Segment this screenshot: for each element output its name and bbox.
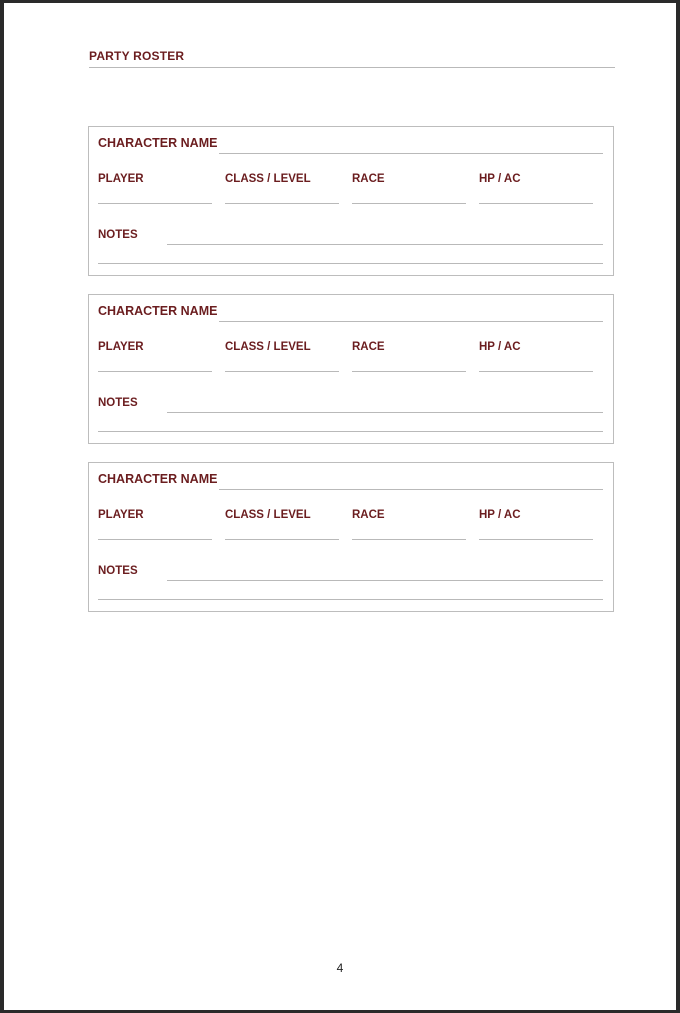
notes-label: NOTES (98, 397, 138, 409)
hp-ac-label: HP / AC (479, 509, 521, 521)
race-label: RACE (352, 341, 385, 353)
character-name-field[interactable] (219, 321, 603, 322)
notes-field-line-1[interactable] (167, 580, 603, 581)
notes-label: NOTES (98, 229, 138, 241)
character-name-field[interactable] (219, 489, 603, 490)
race-field[interactable] (352, 539, 466, 540)
notes-field-line-2[interactable] (98, 599, 603, 600)
character-name-label: CHARACTER NAME (98, 472, 218, 486)
class-level-field[interactable] (225, 539, 339, 540)
race-label: RACE (352, 509, 385, 521)
hp-ac-label: HP / AC (479, 341, 521, 353)
hp-ac-label: HP / AC (479, 173, 521, 185)
class-level-label: CLASS / LEVEL (225, 173, 311, 185)
document-page (4, 3, 676, 1010)
notes-field-line-2[interactable] (98, 431, 603, 432)
class-level-label: CLASS / LEVEL (225, 509, 311, 521)
notes-field-line-2[interactable] (98, 263, 603, 264)
character-card (88, 294, 614, 444)
character-name-field[interactable] (219, 153, 603, 154)
hp-ac-field[interactable] (479, 539, 593, 540)
class-level-field[interactable] (225, 203, 339, 204)
character-card (88, 462, 614, 612)
race-field[interactable] (352, 203, 466, 204)
class-level-field[interactable] (225, 371, 339, 372)
character-card (88, 126, 614, 276)
player-field[interactable] (98, 539, 212, 540)
player-field[interactable] (98, 371, 212, 372)
notes-label: NOTES (98, 565, 138, 577)
notes-field-line-1[interactable] (167, 412, 603, 413)
player-label: PLAYER (98, 509, 144, 521)
notes-field-line-1[interactable] (167, 244, 603, 245)
character-name-label: CHARACTER NAME (98, 304, 218, 318)
hp-ac-field[interactable] (479, 203, 593, 204)
race-field[interactable] (352, 371, 466, 372)
race-label: RACE (352, 173, 385, 185)
hp-ac-field[interactable] (479, 371, 593, 372)
page-number: 4 (336, 961, 344, 975)
character-name-label: CHARACTER NAME (98, 136, 218, 150)
player-label: PLAYER (98, 173, 144, 185)
class-level-label: CLASS / LEVEL (225, 341, 311, 353)
player-label: PLAYER (98, 341, 144, 353)
page-title: PARTY ROSTER (89, 49, 615, 68)
player-field[interactable] (98, 203, 212, 204)
